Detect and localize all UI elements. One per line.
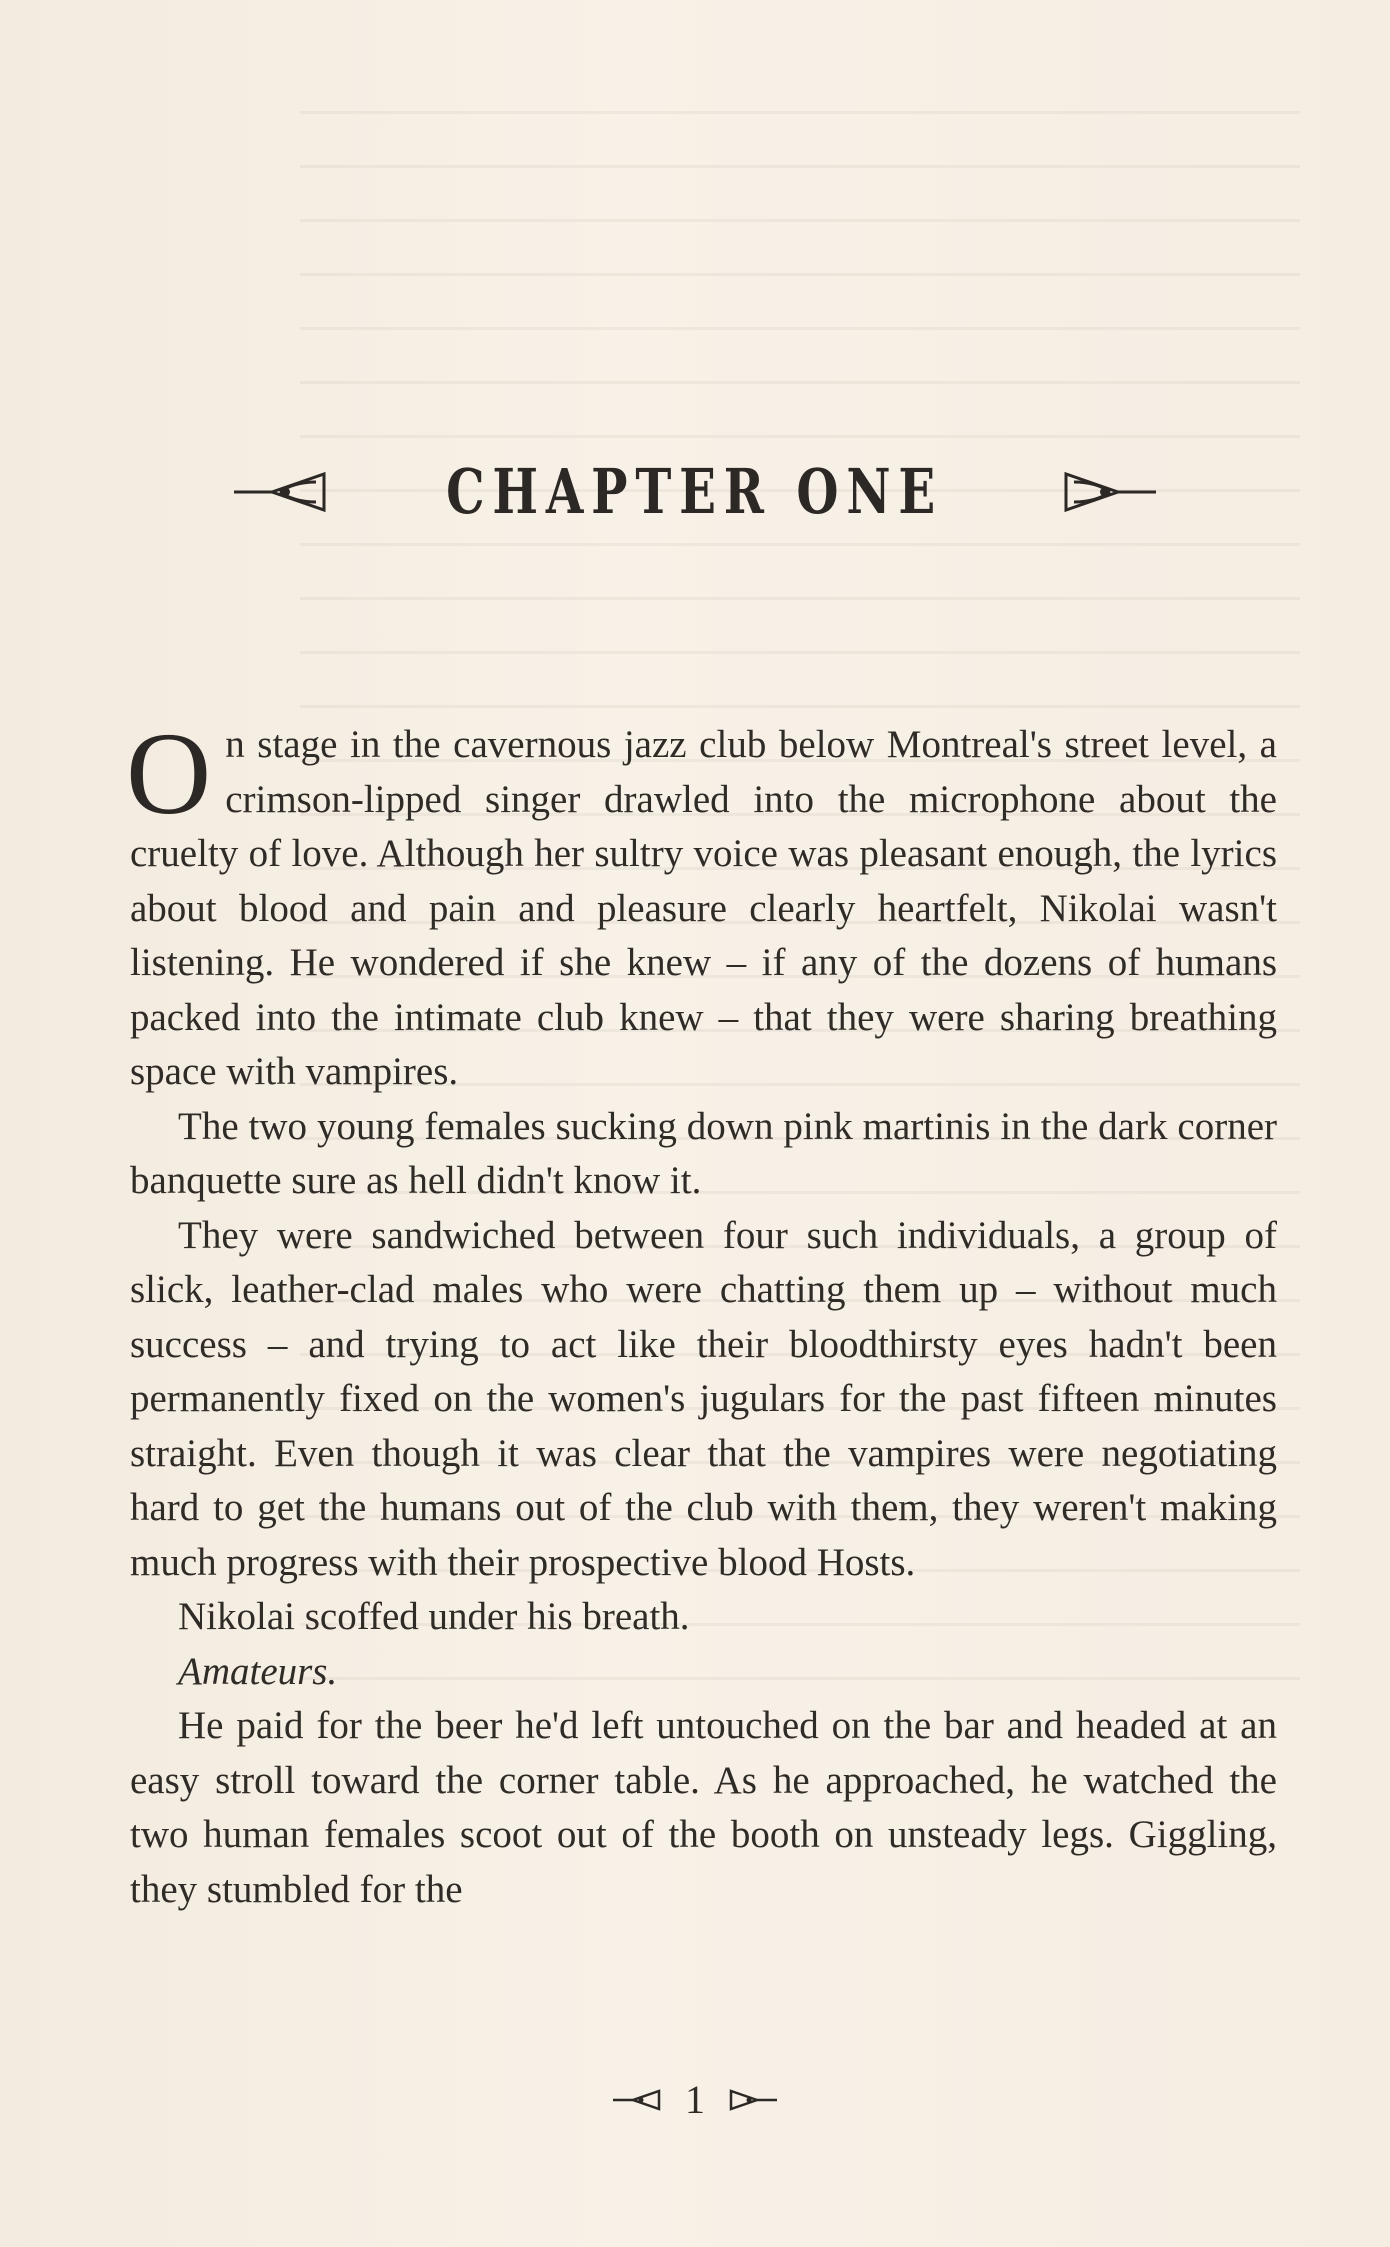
paragraph-1-text: n stage in the cavernous jazz club below Montreal's street level, a crimson-lipped singer drawled into the microphone about the cruelty of love. Although her sultry voice was pleasant enough, the lyrics about blood and pain and pleasure clearly heartfelt, Nikolai wasn't listening. He wondered if she knew – if any of the dozens of humans packed into the intimate club knew – that they were sharing breathing space with vampires. — [130, 723, 1277, 1093]
paragraph-2: The two young females sucking down pink martinis in the dark corner banquette sure as hell didn't know it. — [130, 1104, 1277, 1202]
drop-cap: O — [126, 708, 212, 839]
scroll-ornament-right-icon — [1064, 470, 1156, 514]
page-footer — [0, 2077, 1390, 2122]
scroll-ornament-left-icon — [234, 470, 326, 514]
paragraph-3: They were sandwiched between four such individuals, a group of slick, leather-clad males who were chatting them up – without much success – and trying to act like their bloodthirsty eyes hadn't been permanently fixed on the women's jugulars for the past fifteen minutes straight. Even though it was clear that the vampires were negotiating hard to get the humans out of the club with them, they weren't making much progress with their prospective blood Hosts. — [130, 1213, 1277, 1584]
paragraph-6: He paid for the beer he'd left untouched on the bar and headed at an easy stroll toward the corner table. As he approached, he watched the two human females scoot out of the booth on unsteady legs. Giggling, they stumbled for the — [130, 1704, 1277, 1911]
chapter-body — [126, 708, 1277, 1917]
small-scroll-ornament-right-icon — [729, 2088, 777, 2112]
paragraph-5: Amateurs. — [178, 1649, 338, 1693]
paragraph-4: Nikolai scoffed under his breath. — [178, 1595, 690, 1638]
small-scroll-ornament-left-icon — [613, 2088, 661, 2112]
paragraph-1 — [126, 708, 1277, 1100]
chapter-title: CHAPTER ONE — [446, 455, 944, 528]
chapter-heading — [0, 455, 1390, 528]
page-number: 1 — [685, 2077, 705, 2122]
